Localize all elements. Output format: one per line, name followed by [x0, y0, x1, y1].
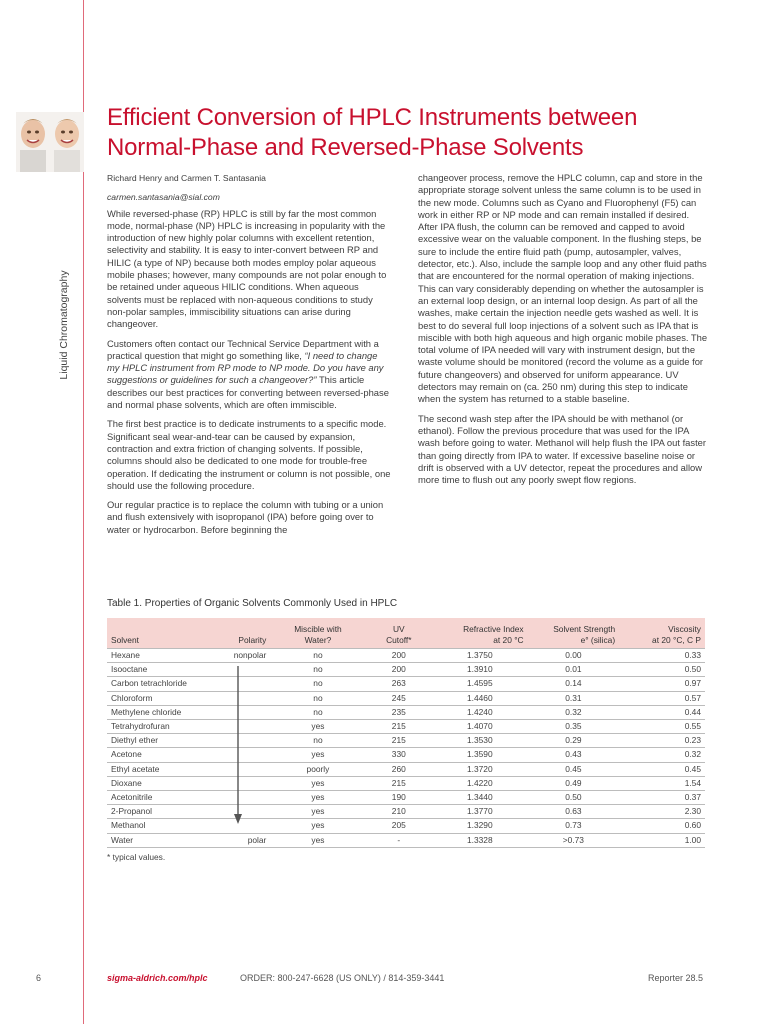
table-row [107, 677, 705, 691]
table-cell: 1.3440 [432, 791, 528, 805]
table-cell: Methanol [107, 819, 213, 833]
table-row [107, 776, 705, 790]
table-cell: 0.43 [528, 748, 620, 762]
table-cell: Ethyl acetate [107, 762, 213, 776]
table-cell: 1.54 [619, 776, 705, 790]
table-row [107, 805, 705, 819]
table-cell: Diethyl ether [107, 734, 213, 748]
table-cell: 2-Propanol [107, 805, 213, 819]
table-cell: 1.4220 [432, 776, 528, 790]
table-cell: >0.73 [528, 833, 620, 847]
polarity-arrow-icon [233, 666, 243, 826]
table-row [107, 762, 705, 776]
table-cell: 1.3910 [432, 663, 528, 677]
children-photo [16, 112, 84, 172]
table-cell: 0.32 [619, 748, 705, 762]
table-cell: - [366, 833, 432, 847]
table-cell: 0.44 [619, 705, 705, 719]
table-cell: 0.37 [619, 791, 705, 805]
table-cell: 1.3590 [432, 748, 528, 762]
author-email: carmen.santasania@sial.com [107, 192, 220, 203]
table-cell: 0.60 [619, 819, 705, 833]
table-cell: no [270, 691, 365, 705]
table-row [107, 649, 705, 663]
table-cell: 0.55 [619, 720, 705, 734]
table-cell: 0.14 [528, 677, 620, 691]
article-title: Efficient Conversion of HPLC Instruments between Normal-Phase and Reversed-Phase Solvents [107, 104, 638, 161]
header-solvent: Solvent [111, 635, 139, 645]
table-cell: 0.50 [528, 791, 620, 805]
table-cell: nonpolar [213, 649, 270, 663]
table-cell: 0.32 [528, 705, 620, 719]
authors: Richard Henry and Carmen T. Santasania [107, 173, 266, 183]
table-cell: 200 [366, 649, 432, 663]
table-row [107, 791, 705, 805]
table-cell: yes [270, 819, 365, 833]
table-row [107, 691, 705, 705]
table-row [107, 720, 705, 734]
table-cell: no [270, 649, 365, 663]
table-cell: 235 [366, 705, 432, 719]
table-cell: 330 [366, 748, 432, 762]
header-uv-cutoff: UV Cutoff* [386, 624, 412, 645]
table-row [107, 748, 705, 762]
paragraph: Customers often contact our Technical Service Department with a practical question that might go something like, “I need to change my HPLC instrument from RP mode to NP mode. Do you have any suggestions or guidelines for such a changeover?” This article describes our best practices for converting between reversed-phase and normal phase solvents, which are often immiscible. [107, 337, 389, 411]
page-number: 6 [36, 973, 42, 983]
table-cell: Dioxane [107, 776, 213, 790]
table-cell: polar [213, 833, 270, 847]
table-row [107, 663, 705, 677]
table-cell: no [270, 663, 365, 677]
table-header-row [107, 618, 705, 649]
table-cell: 0.35 [528, 720, 620, 734]
table-cell: 0.63 [528, 805, 620, 819]
table-cell: yes [270, 805, 365, 819]
paragraph: Our regular practice is to replace the column with tubing or a union and flush extensively with isopropanol (IPA) before going over to water or hydrocarbon. Before beginning the [107, 499, 384, 535]
table-cell: yes [270, 748, 365, 762]
table-cell: no [270, 705, 365, 719]
table-cell: Isooctane [107, 663, 213, 677]
table-cell: 190 [366, 791, 432, 805]
order-info: ORDER: 800-247-6628 (US ONLY) / 814-359-3441 [240, 973, 445, 983]
table-cell: 0.73 [528, 819, 620, 833]
right-column [418, 172, 708, 493]
table-cell: 1.4070 [432, 720, 528, 734]
issue-label: Reporter 28.5 [648, 973, 704, 983]
table-cell: 2.30 [619, 805, 705, 819]
table-cell: yes [270, 791, 365, 805]
table-cell: 1.3328 [432, 833, 528, 847]
table-cell: 215 [366, 734, 432, 748]
paragraph: The first best practice is to dedicate instruments to a specific mode. Significant seal wear-and-tear can be caused by expansion, contraction and extra friction of changing solvents. If possible, columns should also be dedicated to one mode for trouble-free operation. If dedicating the instrument or column is not possible, one should use the following procedure. [107, 418, 391, 491]
table-cell: 0.49 [528, 776, 620, 790]
paragraph: The second wash step after the IPA should be with methanol (or ethanol). Follow the previous procedure that was used for the IPA wash before going to water. Methanol will help flush the IPA out faster than going directly from IPA to water. If excessive baseline noise or drift is observed with a UV detector, repeat the procedures and allow more time to flush out any poorly swept flow regions. [418, 412, 707, 486]
solvent-properties-table [107, 618, 705, 848]
table-cell: 1.00 [619, 833, 705, 847]
table-cell: 263 [366, 677, 432, 691]
table-title: Table 1. Properties of Organic Solvents Commonly Used in HPLC [107, 598, 398, 609]
table-cell: 0.45 [528, 762, 620, 776]
table-cell: 1.4240 [432, 705, 528, 719]
table-cell: 210 [366, 805, 432, 819]
table-cell: 1.3720 [432, 762, 528, 776]
table-cell: 1.3770 [432, 805, 528, 819]
table-cell: yes [270, 833, 365, 847]
table-cell: 0.00 [528, 649, 620, 663]
table-cell: poorly [270, 762, 365, 776]
table-cell: 1.3530 [432, 734, 528, 748]
table-footnote: * typical values. [107, 852, 166, 862]
table-cell: Chloroform [107, 691, 213, 705]
table-cell: 1.3290 [432, 819, 528, 833]
table-cell: 0.57 [619, 691, 705, 705]
table-cell: 0.97 [619, 677, 705, 691]
table-cell: 245 [366, 691, 432, 705]
table-cell: 215 [366, 776, 432, 790]
table-cell: 0.01 [528, 663, 620, 677]
table-cell: yes [270, 720, 365, 734]
table-row [107, 705, 705, 719]
customer-quote: “I need to change my HPLC instrument from RP mode to NP mode. Do you have any suggestions or guidelines for such a changeover?” [107, 349, 384, 386]
table-cell: 0.31 [528, 691, 620, 705]
table-cell: 215 [366, 720, 432, 734]
table-cell: Tetrahydrofuran [107, 720, 213, 734]
table-cell: 205 [366, 819, 432, 833]
table-row [107, 734, 705, 748]
section-label: Liquid Chromatography [58, 270, 70, 380]
table-body [107, 649, 705, 848]
table-cell: Acetonitrile [107, 791, 213, 805]
header-viscosity: Viscosity at 20 °C, C P [652, 624, 701, 645]
header-miscible: Miscible with Water? [294, 624, 342, 645]
table-cell: 0.45 [619, 762, 705, 776]
header-polarity: Polarity [238, 635, 267, 645]
paragraph: While reversed-phase (RP) HPLC is still by far the most common mode, normal-phase (NP) HPLC is increasing in popularity with the introduction of new highly polar columns with excellent retention, selectivity and stability. It is easy to inter-convert between RP and HILIC (a type of NP) because both modes employ polar aqueous mobile phases; however, many compounds are not polar enough to be retained under aqueous HILIC conditions. When aqueous solvents must be replaced with non-aqueous conditions to study non-polar samples, immiscibility situations can arise during changeover. [107, 207, 387, 330]
table-cell: no [270, 677, 365, 691]
table-cell: Hexane [107, 649, 213, 663]
table-row [107, 819, 705, 833]
table-cell: 1.3750 [432, 649, 528, 663]
table-cell: Acetone [107, 748, 213, 762]
table-cell: 0.50 [619, 663, 705, 677]
table-cell: 260 [366, 762, 432, 776]
table-cell: 0.29 [528, 734, 620, 748]
header-solvent-strength: Solvent Strength e° (silica) [553, 624, 616, 645]
website-link[interactable]: sigma-aldrich.com/hplc [107, 973, 208, 983]
paragraph: changeover process, remove the HPLC column, cap and store in the appropriate storage solvent unless the same column is to be used in the new mode. Columns such as Cyano and Fluorophenyl (F5) can work in either RP or NP mode and can remain installed if desired. After IPA flush, the column can be removed and capped to avoid excessive wear on the valuable component. In the flushing steps, be sure to include the entire fluid path (pump, autosampler, valves, detector, etc.). Also, include the sample loop and any other fluid paths that are encountered for the normal operation of making injections. This can vary considerably depending on whether the autosampler is an external loop design, or an internal loop design. As part of all the washes, make certain the injection needle gets washed as well. It is best to do several full loop injections of a solvent such as IPA that is miscible with both high aqueous and high organic mobile phases. The total volume of IPA needed will vary with instrument design, but the waste volume should be monitored (record the volume as a guide for future changeovers) and observed for uniform appearance. UV detectors may remain on (ca. 250 nm) during this step to indicate when the system has returned to a stable baseline. [418, 172, 708, 405]
table-cell: no [270, 734, 365, 748]
header-refractive-index: Refractive Index at 20 °C [463, 624, 524, 645]
table-cell: 1.4595 [432, 677, 528, 691]
table-cell: 0.23 [619, 734, 705, 748]
table-row [107, 833, 705, 847]
table-cell: 0.33 [619, 649, 705, 663]
table-cell: yes [270, 776, 365, 790]
table-cell: Carbon tetrachloride [107, 677, 213, 691]
left-column [107, 172, 392, 543]
table-cell: 1.4460 [432, 691, 528, 705]
table-cell: Water [107, 833, 213, 847]
table-cell: 200 [366, 663, 432, 677]
table-cell: Methylene chloride [107, 705, 213, 719]
